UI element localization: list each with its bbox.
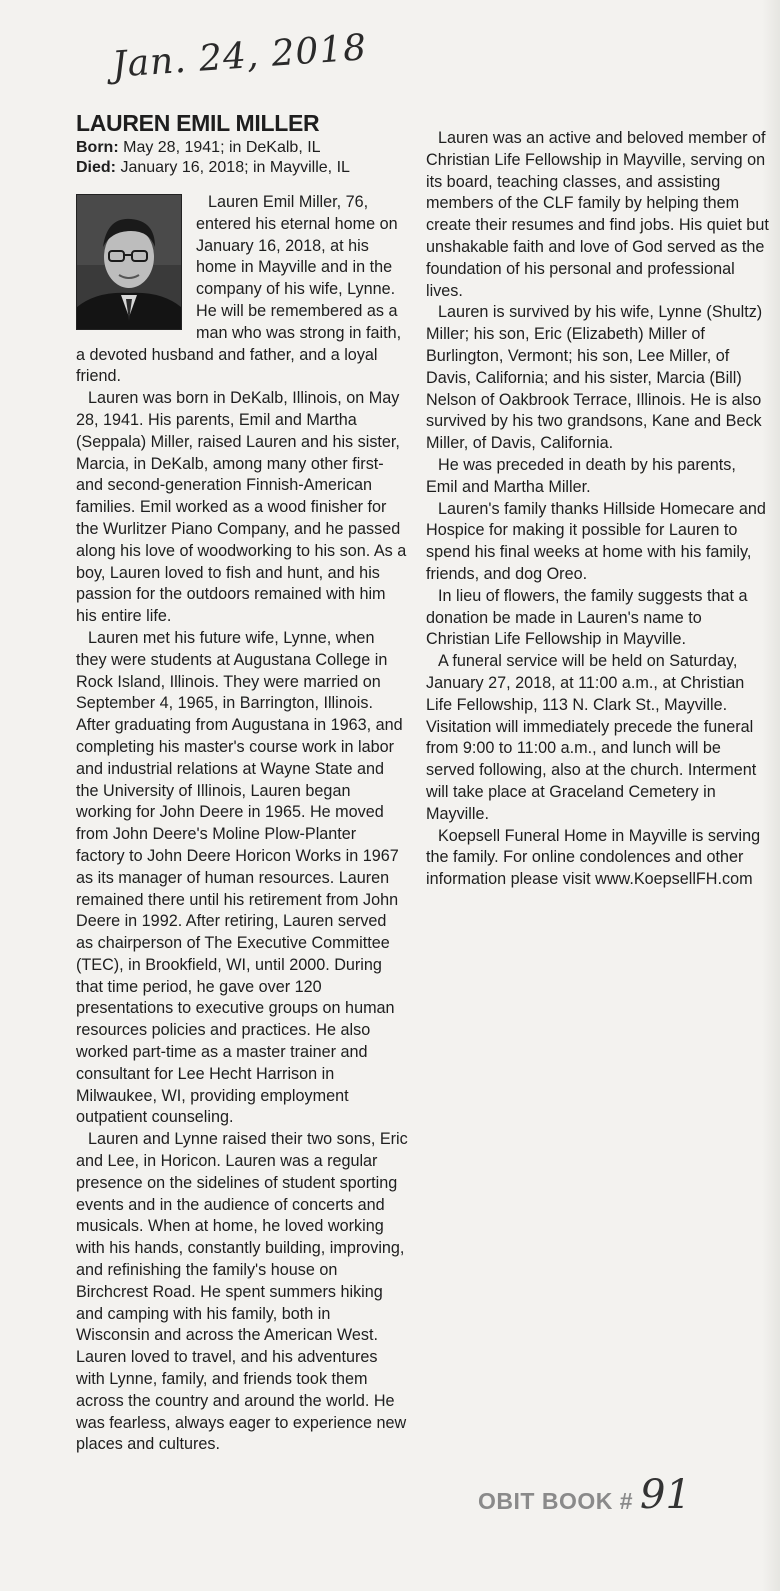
portrait-photo [76, 194, 182, 330]
paragraph: He was preceded in death by his parents, Emil and Martha Miller. [426, 455, 736, 496]
right-column [426, 128, 770, 891]
died-label: Died: [76, 159, 116, 176]
portrait-icon [77, 195, 181, 329]
paragraph: Lauren Emil Miller, 76, entered his eternal home on January 16, 2018, at his home in Mayville and in the company of his wife, Lynne. He will be remembered as a man who was strong in faith, a devoted husband and father, and a loyal friend. [76, 193, 402, 386]
paragraph: Koepsell Funeral Home in Mayville is serving the family. For online condolences and other information please visit www.KoepsellFH.com [426, 826, 761, 889]
obit-book-number: 91 [640, 1472, 691, 1518]
handwritten-date: Jan. 24, 2018 [110, 27, 369, 86]
obit-book-stamp: OBIT BOOK # [478, 1488, 634, 1514]
obituary-name: LAUREN EMIL MILLER [76, 110, 320, 136]
paragraph: In lieu of flowers, the family suggests that a donation be made in Lauren's name to Christian Life Fellowship in Mayville. [426, 586, 748, 649]
paragraph: Lauren was born in DeKalb, Illinois, on May 28, 1941. His parents, Emil and Martha (Seppala) Miller, raised Lauren and his sister, Marcia, in DeKalb, among many other first- and second-generation Finnish-American families. Emil worked as a wood finisher for the Wurlitzer Piano Company, and he passed along his love of woodworking to his son. As a boy, Lauren loved to fish and hunt, and his passion for the outdoors remained with him his entire life. [76, 389, 407, 626]
paragraph: Lauren met his future wife, Lynne, when they were students at Augustana College in Rock Island, Illinois. They were married on September 4, 1965, in Barrington, Illinois. After graduating from Augustana in 1963, and completing his master's course work in labor and industrial relations at Wayne State and the University of Illinois, Lauren began working for John Deere in 1965. He moved from John Deere's Moline Plow-Planter factory to John Deere Horicon Works in 1967 as its manager of human resources. Lauren remained there until his retirement from John Deere in 1992. After retiring, Lauren served as chairperson of The Executive Committee (TEC), in Brookfield, WI, until 2000. During that time period, he gave over 120 presentations to executive groups on human resources policies and practices. He also worked part-time as a master trainer and consultant for Lee Hecht Harrison in Milwaukee, WI, providing employment outpatient counseling. [76, 628, 403, 1127]
paragraph: Lauren and Lynne raised their two sons, Eric and Lee, in Horicon. Lauren was a regular presence on the sidelines of student sporting events and in the audience of concerts and musicals. When at home, he loved working with his hands, constantly building, improving, and refinishing the family's house on Birchcrest Road. He spent summers hiking and camping with his family, both in Wisconsin and across the American West. Lauren loved to travel, and his adventures with Lynne, family, and friends took them across the country and around the world. He was fearless, always eager to experience new places and cultures. [76, 1130, 408, 1454]
left-column [76, 110, 408, 1456]
paragraph: Lauren was an active and beloved member of Christian Life Fellowship in Mayville, serving on its board, teaching classes, and assisting members of the CLF family by helping them create their resumes and find jobs. His quiet but unshakable faith and love of God served as the foundation of his personal and professional lives. [426, 129, 769, 300]
died-value: January 16, 2018; in Mayville, IL [120, 159, 350, 176]
paragraph: Lauren's family thanks Hillside Homecare and Hospice for making it possible for Lauren to spend his final weeks at home with his family, friends, and dog Oreo. [426, 499, 766, 583]
paragraph: A funeral service will be held on Saturday, January 27, 2018, at 11:00 a.m., at Christian Life Fellowship, 113 N. Clark St., Mayville. Visitation will immediately precede the funeral from 9:00 to 11:00 a.m., and lunch will be served following, also at the church. Interment will take place at Graceland Cemetery in Mayville. [426, 652, 757, 823]
obituary-body-left [76, 178, 408, 1456]
born-value: May 28, 1941; in DeKalb, IL [123, 139, 321, 156]
died-line [76, 158, 408, 178]
born-label: Born: [76, 139, 119, 156]
born-line [76, 138, 408, 158]
paragraph: Lauren is survived by his wife, Lynne (Shultz) Miller; his son, Eric (Elizabeth) Miller of Burlington, Vermont; his son, Lee Miller, of Davis, California; and his sister, Marcia (Bill) Nelson of Oakbrook Terrace, Illinois. He is also survived by his two grandsons, Kane and Beck Miller, of Davis, California. [426, 303, 763, 453]
